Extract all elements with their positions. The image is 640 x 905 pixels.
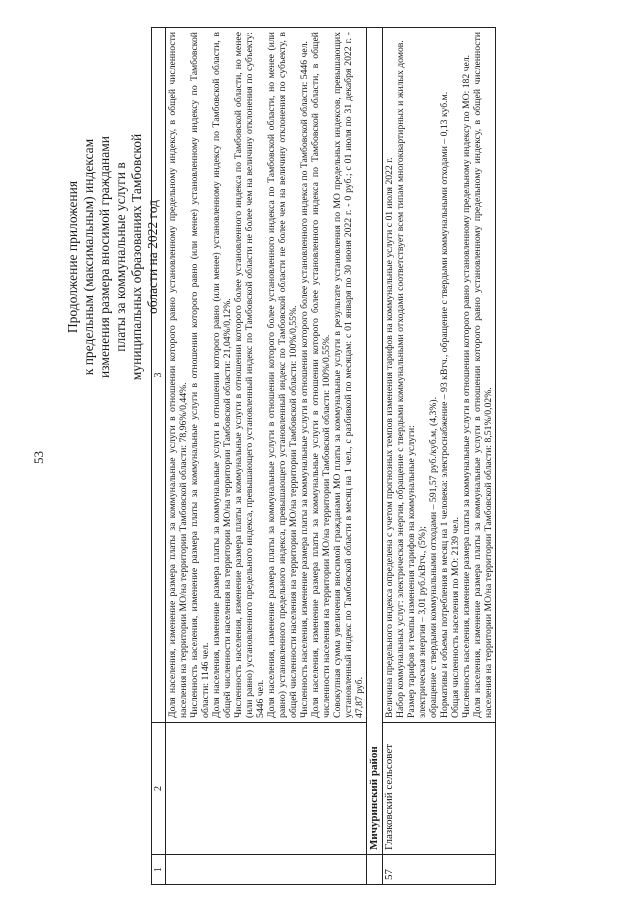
document-page	[15, 25, 625, 890]
continuation-row	[166, 28, 367, 885]
header-line: платы за коммунальные услуги в	[113, 162, 128, 352]
detail-paragraph: Доля населения, изменение размера платы за коммунальные услуги в отношении которого более установленного индекса по Тамбовской области, но менее (или равно) установленного предельного индекса, превышающего установленный индекс по Тамбовской области не более чем на величину отклонения по субъекту, в общей численности населения на территории МО/на территории Тамбовской области: 100%/0,55%.	[266, 32, 299, 718]
district-name: Мичуринский район	[367, 28, 383, 855]
column-number-2: 2	[152, 723, 166, 855]
continuation-name-cell	[166, 723, 367, 855]
detail-paragraph: Доля населения, изменение размера платы за коммунальные услуги в отношении которого равно установленному предельному индексу, в общей численности населения на территории МО/на территории Тамбовской области: 78,96%/0,44%.	[167, 32, 189, 718]
detail-paragraph: Численность населения, изменение размера платы за коммунальные услуги в отношении которого равно (или менее) установленному индексу по Тамбовской области: 1146 чел.	[189, 32, 211, 718]
row-number: 57	[383, 855, 496, 885]
detail-paragraph: электрическая энергия – 3,01 руб./кВтч., (5%);	[417, 526, 428, 718]
column-number-row	[152, 28, 166, 885]
row-details-cell	[383, 28, 496, 723]
detail-paragraph: Размер тарифов и темпы изменения тарифов на коммунальные услуги:	[406, 425, 417, 718]
detail-paragraph: Численность населения, изменение размера платы за коммунальные услуги в отношении которого более установленного индекса по Тамбовской области: 5446 чел.	[299, 41, 310, 718]
column-number-1: 1	[152, 855, 166, 885]
header-line: Продолжение приложения	[65, 180, 80, 334]
header-line: области на 2022 год	[145, 200, 160, 314]
detail-paragraph: Общая численность населения по МО: 2139 чел.	[450, 517, 461, 718]
detail-paragraph: Величина предельного индекса определена с учетом прогнозных темпов изменения тарифов на коммунальные услуги с 01 июля 2022 г.	[384, 157, 395, 718]
header-line: изменения размера вносимой гражданами	[97, 136, 112, 378]
continuation-number-cell	[166, 855, 367, 885]
detail-paragraph: Нормативы и объемы потребления в месяц на 1 человека: электроснабжение – 93 кВтч., обращение с твердыми коммунальными отходами – 0,13 куб.м.	[439, 91, 450, 718]
detail-paragraph: Совокупная сумма увеличения вносимой гражданами МО платы за коммунальные услуги в результате установления по МО предельных индексов, превышающих установленный индекс по Тамбовской области в месяц на 1 чел., с разбивкой по месяцам: с 01 января по 30 июня 2022 г. - 0 руб.; с 01 июля по 31 декабря 2022 г. - 47,87 руб.	[332, 32, 365, 718]
detail-paragraph: Доля населения, изменение размера платы за коммунальные услуги в отношении которого более установленного индекса по Тамбовской области, в общей численности населения на территории МО/на территории Тамбовской области: 100%/0,55%.	[310, 32, 332, 718]
district-number-cell	[367, 855, 383, 885]
district-row	[367, 28, 383, 885]
page-number: 53	[31, 451, 46, 464]
appendix-header	[65, 42, 161, 472]
header-line: муниципальных образованиях Тамбовской	[129, 133, 144, 381]
mo-name: Глазковский сельсовет	[383, 723, 496, 855]
detail-paragraph: обращение с твердыми коммунальными отходами – 591,57 руб./куб.м, (4,3%).	[428, 396, 439, 718]
header-line: к предельным (максимальным) индексам	[81, 138, 96, 376]
continuation-details-cell	[166, 28, 367, 723]
detail-paragraph: Численность населения, изменение размера платы за коммунальные услуги в отношении которого более установленного индекса по Тамбовской области, но менее (или равно) установленного предельного индекса, превышающего установленный индекс по Тамбовской области не более чем на величину отклонения по субъекту: 5446 чел.	[233, 32, 266, 718]
detail-paragraph: Набор коммунальных услуг: электрическая энергия, обращение с твердыми коммунальными отходами соответствует всем типам многоквартирных и жилых домов.	[395, 40, 406, 718]
detail-paragraph: Численность населения, изменение размера платы за коммунальные услуги в отношении которого равно установленному предельному индексу по МО: 182 чел.	[461, 54, 472, 718]
indices-table	[151, 27, 496, 885]
column-number-3: 3	[152, 28, 166, 723]
detail-paragraph: Доля населения, изменение размера платы за коммунальные услуги в отношении которого равно установленному предельному индексу, в общей численности населения на территории МО/на территории Тамбовской области: 8,51%/0,02%.	[472, 32, 494, 718]
detail-paragraph: Доля населения, изменение размера платы за коммунальные услуги в отношении которого равно (или менее) установленному индексу по Тамбовской области, в общей численности населения на территории МО/на территории Тамбовской области: 21,04%/0,12%.	[211, 32, 233, 718]
table-row	[383, 28, 496, 885]
